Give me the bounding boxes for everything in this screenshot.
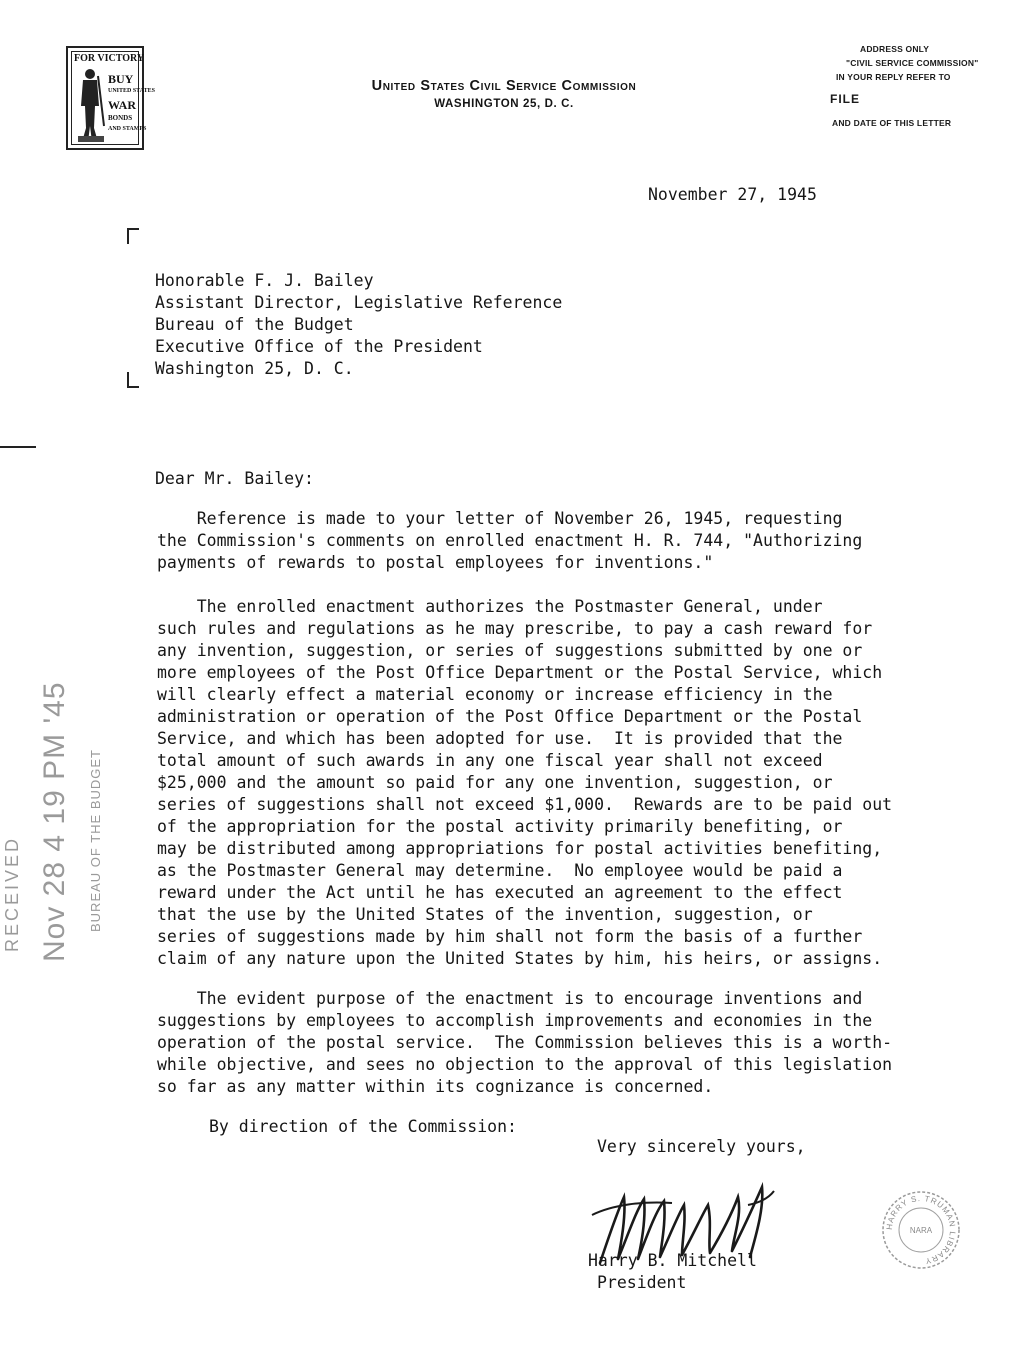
text-line: $25,000 and the amount so paid for any one invention, suggestion, or xyxy=(157,773,833,792)
text-line: total amount of such awards in any one fiscal year shall not exceed xyxy=(157,751,823,770)
complimentary-close: Very sincerely yours, xyxy=(597,1137,806,1156)
truman-library-seal xyxy=(881,1190,961,1270)
text-line: suggestions by employees to accomplish improvements and economies in the xyxy=(157,1011,873,1030)
minuteman-icon xyxy=(76,66,106,146)
text-line: as the Postmaster General may determine. No employee would be paid a xyxy=(157,861,843,880)
text-line: series of suggestions shall not exceed $1,000. Rewards are to be paid out xyxy=(157,795,893,814)
recipient-line: Honorable F. J. Bailey xyxy=(155,271,374,290)
letter-date: November 27, 1945 xyxy=(648,185,817,204)
text-line: The evident purpose of the enactment is to encourage inventions and xyxy=(157,989,863,1008)
recipient-line: Bureau of the Budget xyxy=(155,315,354,334)
text-line: series of suggestions made by him shall not form the basis of a further xyxy=(157,927,863,946)
text-line: administration or operation of the Post Office Department or the Postal xyxy=(157,707,863,726)
text-line: payments of rewards to postal employees for inventions." xyxy=(157,553,714,572)
text-line: while objective, and sees no objection to the approval of this legislation xyxy=(157,1055,893,1074)
address-commission-label: "CIVIL SERVICE COMMISSION" xyxy=(846,58,979,68)
signer-name: Harry B. Mitchell xyxy=(588,1251,757,1270)
date-of-letter-label: AND DATE OF THIS LETTER xyxy=(832,118,952,128)
stamp-united-states: UNITED STATES xyxy=(108,88,155,94)
text-line: Service, and which has been adopted for use. It is provided that the xyxy=(157,729,843,748)
text-line: operation of the postal service. The Commission believes this is a worth- xyxy=(157,1033,893,1052)
text-line: any invention, suggestion, or series of suggestions submitted by one or xyxy=(157,641,863,660)
recipient-line: Washington 25, D. C. xyxy=(155,359,354,378)
reply-refer-label: IN YOUR REPLY REFER TO xyxy=(836,72,951,82)
recipient-line: Executive Office of the President xyxy=(155,337,483,356)
stamp-bonds: BONDS xyxy=(108,114,133,122)
address-corner-mark-bottom xyxy=(127,372,139,388)
file-label: FILE xyxy=(830,92,860,106)
stamp-for-victory: FOR VICTORY xyxy=(74,53,145,64)
paragraph-purpose xyxy=(157,988,892,1098)
text-line: reward under the Act until he has executed an agreement to the effect xyxy=(157,883,843,902)
text-line: Reference is made to your letter of November 26, 1945, requesting xyxy=(157,509,843,528)
text-line: may be distributed among appropriations for postal activities benefiting, xyxy=(157,839,883,858)
salutation: Dear Mr. Bailey: xyxy=(155,469,314,488)
war-bonds-stamp-logo xyxy=(66,46,155,150)
paragraph-enactment-summary xyxy=(157,596,892,970)
text-line: claim of any nature upon the United States by him, his heirs, or assigns. xyxy=(157,949,883,968)
recipient-line: Assistant Director, Legislative Reference xyxy=(155,293,563,312)
received-stamp-label: RECEIVED xyxy=(2,835,22,952)
received-stamp-bureau: BUREAU OF THE BUDGET xyxy=(88,748,103,932)
text-line: will clearly effect a material economy or increase efficiency in the xyxy=(157,685,833,704)
direction-line: By direction of the Commission: xyxy=(209,1117,517,1136)
received-stamp-date: Nov 28 4 19 PM '45 xyxy=(38,681,71,962)
text-line: of the appropriation for the postal activity primarily benefiting, or xyxy=(157,817,843,836)
seal-center-text: NARA xyxy=(909,1226,933,1235)
address-only-label: ADDRESS ONLY xyxy=(860,44,930,54)
agency-city: WASHINGTON 25, D. C. xyxy=(434,98,574,110)
address-corner-mark-top xyxy=(127,228,139,244)
agency-name: United States Civil Service Commission xyxy=(371,78,637,94)
text-line: that the use by the United States of the invention, suggestion, or xyxy=(157,905,813,924)
fold-mark xyxy=(0,446,36,448)
text-line: so far as any matter within its cognizance is concerned. xyxy=(157,1077,714,1096)
recipient-address xyxy=(155,270,562,380)
text-line: the Commission's comments on enrolled enactment H. R. 744, "Authorizing xyxy=(157,531,863,550)
stamp-war: WAR xyxy=(108,98,137,112)
stamp-buy: BUY xyxy=(108,72,134,86)
received-stamp xyxy=(2,550,358,962)
text-line: more employees of the Post Office Department or the Postal Service, which xyxy=(157,663,883,682)
text-line: The enrolled enactment authorizes the Postmaster General, under xyxy=(157,597,823,616)
signer-title: President xyxy=(597,1273,687,1292)
text-line: such rules and regulations as he may prescribe, to pay a cash reward for xyxy=(157,619,873,638)
stamp-and-stamps: AND STAMPS xyxy=(108,126,147,132)
seal-ring-text: HARRY S. TRUMAN LIBRARY xyxy=(884,1193,958,1266)
